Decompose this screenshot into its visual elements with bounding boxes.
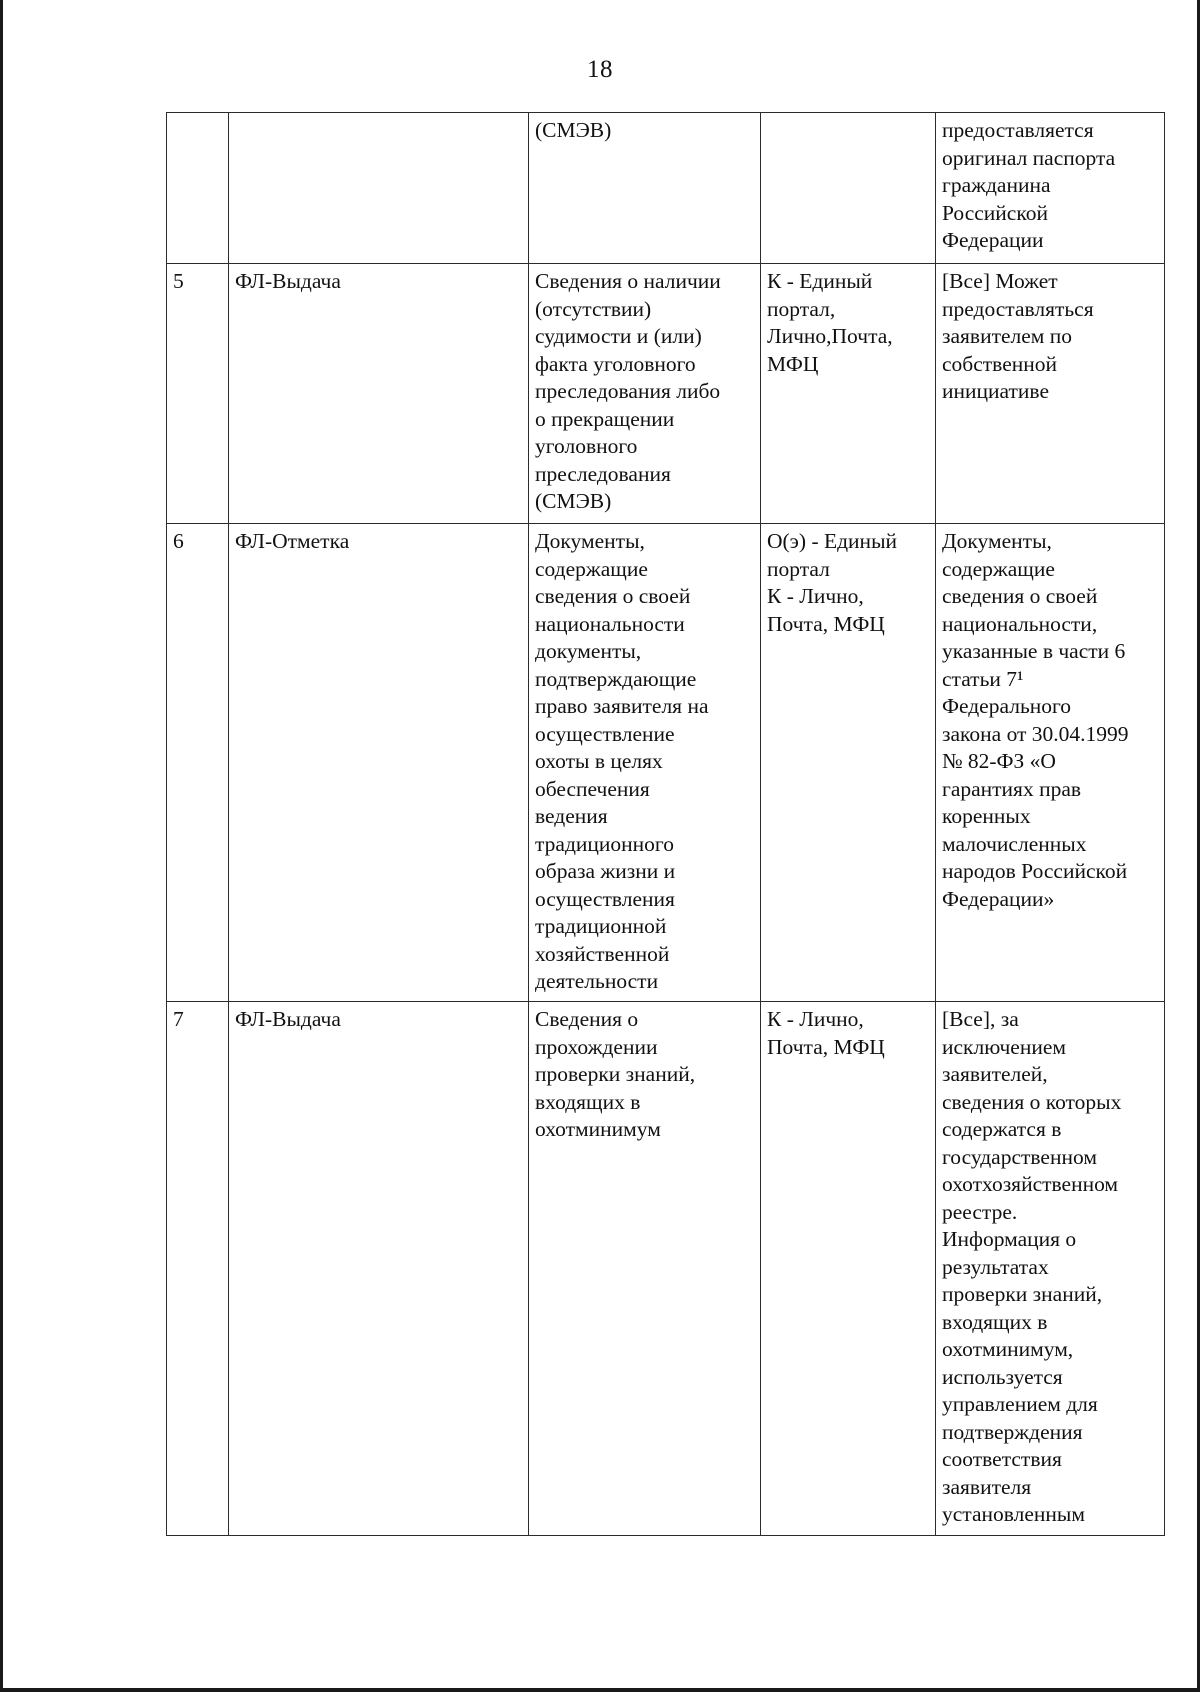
row-number-cell: 7 xyxy=(167,1002,229,1536)
document-table xyxy=(166,112,1165,1536)
row-number-cell: 6 xyxy=(167,524,229,1002)
applicant-type-cell: ФЛ-Выдача xyxy=(229,1002,529,1536)
note-cell: [Все] Может предоставляться заявителем по собственной инициативе xyxy=(936,264,1165,524)
document-cell: Документы, содержащие сведения о своей национальности документы, подтверждающие право заявителя на осуществление охоты в целях обеспечения ведения традиционного образа жизни и осуществления традиционной хозяйственной деятельности xyxy=(529,524,761,1002)
applicant-type-cell: ФЛ-Выдача xyxy=(229,264,529,524)
row-number-cell: 5 xyxy=(167,264,229,524)
submission-method-cell: О(э) - Единый портал К - Лично, Почта, МФЦ xyxy=(761,524,936,1002)
page-number: 18 xyxy=(587,56,613,83)
note-cell: [Все], за исключением заявителей, сведения о которых содержатся в государственном охотхозяйственном реестре. Информация о результатах проверки знаний, входящих в охотминимум, используется управлением для подтверждения соответствия заявителя установленным xyxy=(936,1002,1165,1536)
table-row xyxy=(167,524,1165,1002)
table-row xyxy=(167,113,1165,264)
note-cell: предоставляется оригинал паспорта гражданина Российской Федерации xyxy=(936,113,1165,264)
submission-method-cell: К - Лично, Почта, МФЦ xyxy=(761,1002,936,1536)
row-number-cell xyxy=(167,113,229,264)
document-cell: Сведения о наличии (отсутствии) судимости и (или) факта уголовного преследования либо о прекращении уголовного преследования (СМЭВ) xyxy=(529,264,761,524)
table-row xyxy=(167,1002,1165,1536)
table-row xyxy=(167,264,1165,524)
note-cell: Документы, содержащие сведения о своей национальности, указанные в части 6 статьи 7¹ Федерального закона от 30.04.1999 № 82-ФЗ «О гарантиях прав коренных малочисленных народов Российской Федерации» xyxy=(936,524,1165,1002)
applicant-type-cell xyxy=(229,113,529,264)
submission-method-cell xyxy=(761,113,936,264)
document-cell: (СМЭВ) xyxy=(529,113,761,264)
document-cell: Сведения о прохождении проверки знаний, входящих в охотминимум xyxy=(529,1002,761,1536)
applicant-type-cell: ФЛ-Отметка xyxy=(229,524,529,1002)
submission-method-cell: К - Единый портал, Лично,Почта, МФЦ xyxy=(761,264,936,524)
